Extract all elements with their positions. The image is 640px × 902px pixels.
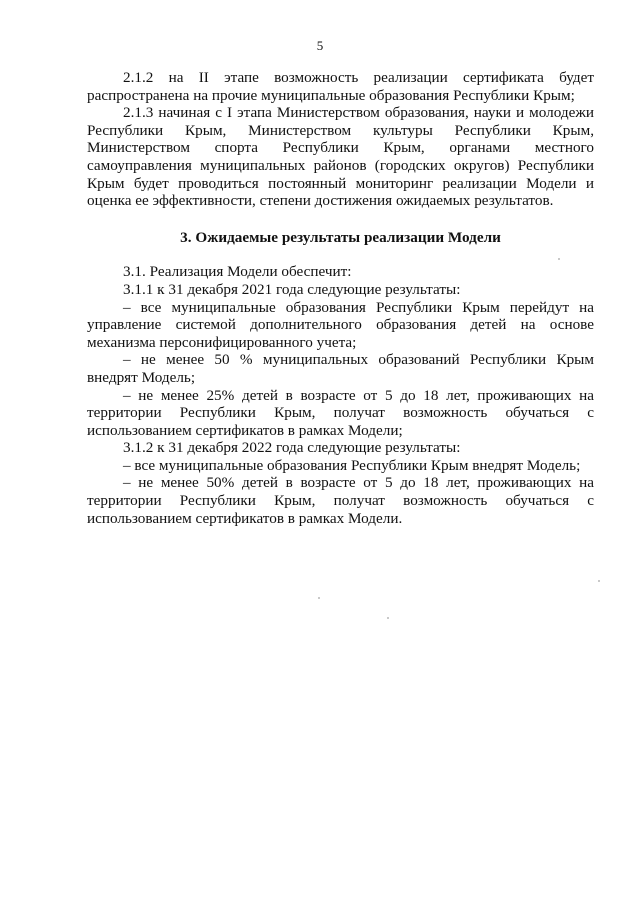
paragraph-3-1-1: 3.1.1 к 31 декабря 2021 года следующие результаты: [123,280,461,298]
paragraph-2-1-2: 2.1.2 на II этапе возможность реализации сертификата будет распространена на прочие муниципальные образования Республики Крым; [87,69,594,104]
scan-speck [387,617,389,619]
list-item: – не менее 25% детей в возрасте от 5 до 18 лет, проживающих на территории Республики Крым, получат возможность обучаться с использованием сертификатов в рамках Модели; [87,386,594,439]
list-item: – не менее 50% детей в возрасте от 5 до 18 лет, проживающих на территории Республики Крым, получат возможность обучаться с использованием сертификатов в рамках Модели. [87,474,594,527]
list-item: – все муниципальные образования Республики Крым перейдут на управление системой дополнительного образования детей на основе механизма персонифицированного учета; [87,298,594,351]
paragraph-3-1-2: 3.1.2 к 31 декабря 2022 года следующие результаты: [123,439,461,457]
paragraph-2-1-3: 2.1.3 начиная с I этапа Министерством образования, науки и молодежи Республики Крым, Министерством культуры Республики Крым, Министерством спорта Республики Крым, органами местного самоуправления муниципальных районов (городских округов) Республики Крым будет проводиться постоянный мониторинг реализации Модели и оценка ее эффективности, степени достижения ожидаемых результатов. [87,104,594,210]
list-item: – все муниципальные образования Республики Крым внедрят Модель; [123,456,581,474]
document-body [87,69,594,527]
scan-speck [558,258,560,260]
spacer [87,246,594,263]
page-number: 5 [316,38,324,53]
spacer [87,210,594,229]
list-item: – не менее 50 % муниципальных образований Республики Крым внедрят Модель; [87,351,594,386]
scan-speck [318,597,320,599]
scan-speck [598,580,600,582]
paragraph-3-1: 3.1. Реализация Модели обеспечит: [123,263,352,281]
section-heading: 3. Ожидаемые результаты реализации Модели [180,228,501,246]
